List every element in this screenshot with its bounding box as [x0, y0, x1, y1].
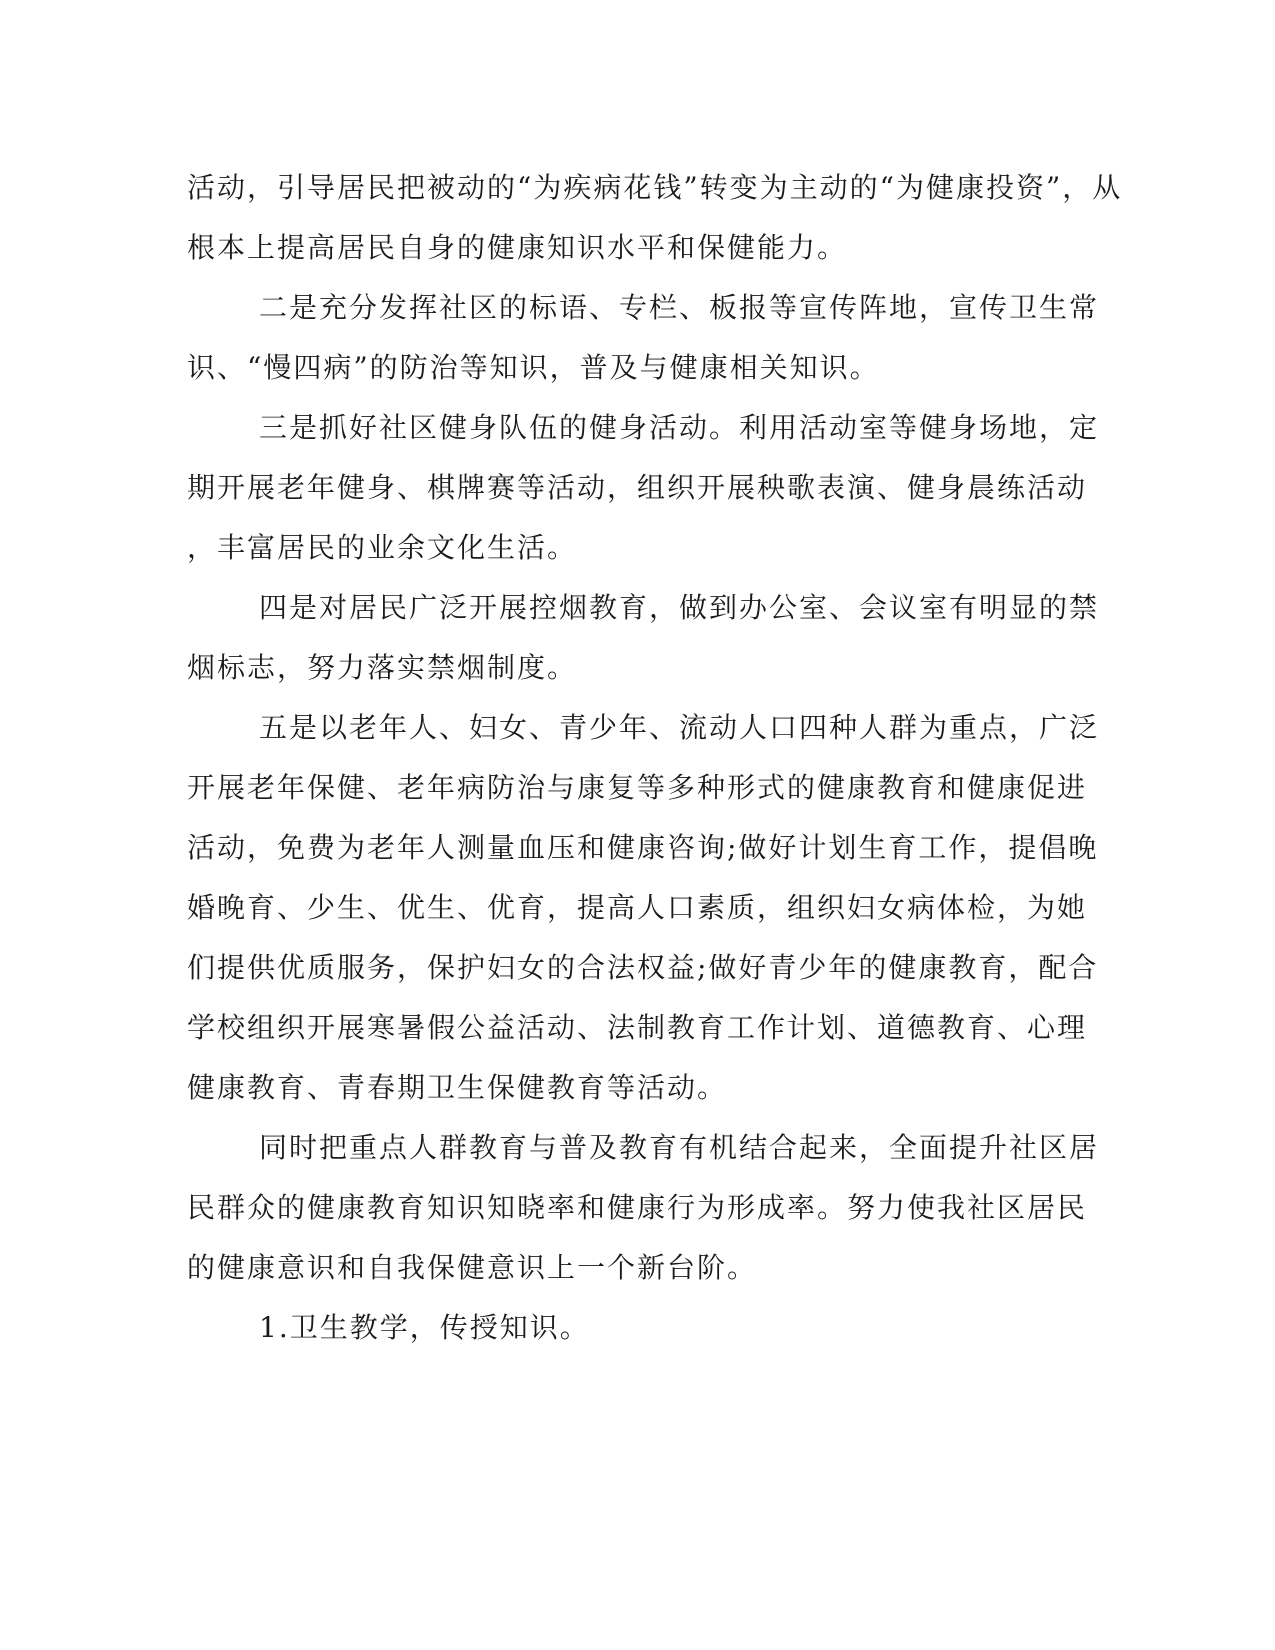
text-line: 开展老年保健、老年病防治与康复等多种形式的健康教育和健康促进: [187, 771, 1088, 804]
text-line: 民群众的健康教育知识知晓率和健康行为形成率。努力使我社区居民: [187, 1191, 1088, 1224]
text-line: 四是对居民广泛开展控烟教育，做到办公室、会议室有明显的禁: [259, 591, 1100, 624]
text-line: 期开展老年健身、棋牌赛等活动，组织开展秧歌表演、健身晨练活动: [187, 471, 1088, 504]
text-line: 的健康意识和自我保健意识上一个新台阶。: [187, 1251, 758, 1284]
text-line: 活动，免费为老年人测量血压和健康咨询;做好计划生育工作，提倡晚: [187, 831, 1099, 864]
text-line: 健康教育、青春期卫生保健教育等活动。: [187, 1071, 728, 1104]
document-body: [187, 158, 1123, 1358]
text-line: ，丰富居民的业余文化生活。: [187, 531, 578, 564]
text-line: 三是抓好社区健身队伍的健身活动。利用活动室等健身场地，定: [259, 411, 1100, 444]
text-line: 五是以老年人、妇女、青少年、流动人口四种人群为重点，广泛: [259, 711, 1100, 744]
paragraph-point-four: [187, 578, 1100, 698]
paragraph-item-one: [187, 1298, 1087, 1358]
paragraph-continuation: [187, 158, 1123, 278]
text-line: 烟标志，努力落实禁烟制度。: [187, 651, 578, 684]
text-line: 婚晚育、少生、优生、优育，提高人口素质，组织妇女病体检，为她: [187, 891, 1088, 924]
paragraph-summary: [187, 1118, 1100, 1298]
paragraph-point-five: [187, 698, 1100, 1118]
paragraph-point-three: [187, 398, 1100, 578]
paragraph-point-two: [187, 278, 1100, 398]
text-line: 活动，引导居民把被动的“为疾病花钱”转变为主动的“为健康投资”，从: [187, 171, 1123, 204]
text-line: 二是充分发挥社区的标语、专栏、板报等宣传阵地，宣传卫生常: [259, 291, 1100, 324]
text-line: 同时把重点人群教育与普及教育有机结合起来，全面提升社区居: [259, 1131, 1100, 1164]
text-line: 学校组织开展寒暑假公益活动、法制教育工作计划、道德教育、心理: [187, 1011, 1088, 1044]
text-line: 识、“慢四病”的防治等知识，普及与健康相关知识。: [187, 351, 880, 384]
text-line: 根本上提高居民自身的健康知识水平和保健能力。: [187, 231, 848, 264]
text-line: 们提供优质服务，保护妇女的合法权益;做好青少年的健康教育，配合: [187, 951, 1099, 984]
text-line: 1.卫生教学，传授知识。: [259, 1311, 590, 1344]
